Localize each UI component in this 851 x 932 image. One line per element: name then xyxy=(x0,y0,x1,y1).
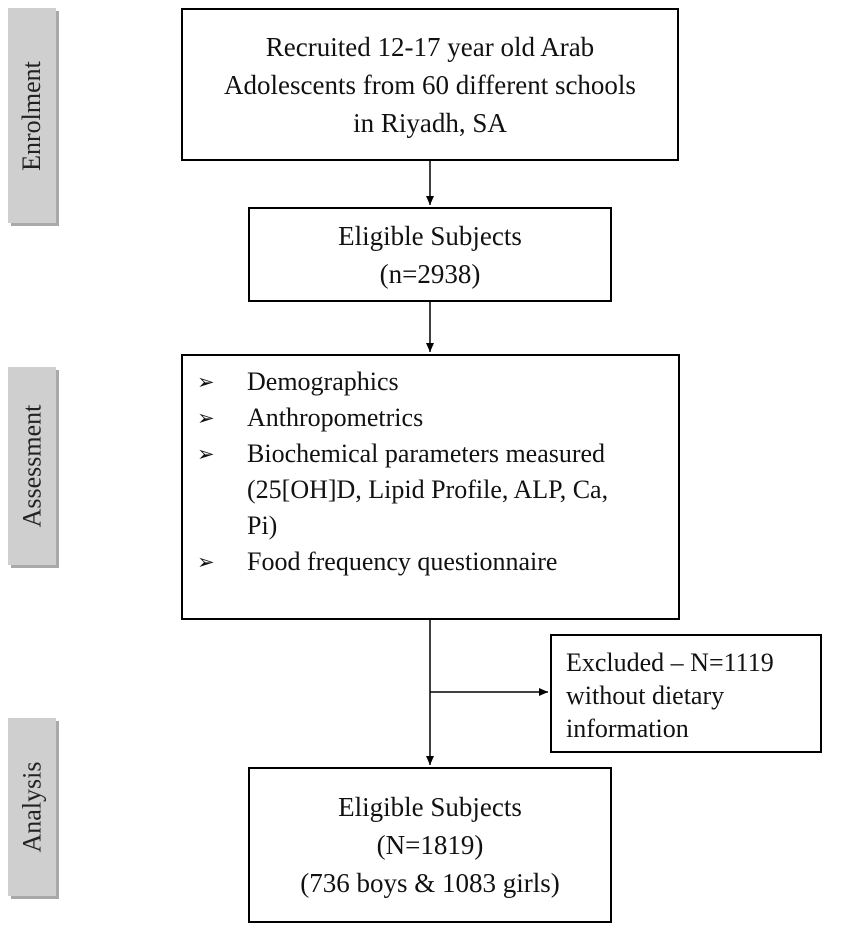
excluded-line-1: Excluded – N=1119 xyxy=(566,648,774,677)
eligible-count: (n=2938) xyxy=(379,258,481,289)
eligible-subjects-box xyxy=(248,207,612,302)
recruited-line-3: in Riyadh, SA xyxy=(353,107,507,138)
excluded-box xyxy=(550,634,822,753)
recruited-line-2: Adolescents from 60 different schools xyxy=(224,69,636,100)
eligible-title: Eligible Subjects xyxy=(338,220,522,251)
assessment-item-biochemical xyxy=(197,436,668,544)
assessment-item-label: Demographics xyxy=(247,367,399,396)
stage-label-analysis: Analysis xyxy=(17,761,46,853)
assessment-item-ffq xyxy=(197,544,668,580)
stage-label-enrolment: Enrolment xyxy=(17,60,47,171)
final-eligible-box xyxy=(248,767,612,923)
stage-label-assessment: Assessment xyxy=(17,404,46,528)
assessment-item-demographics xyxy=(197,364,668,400)
final-eligible-count: (N=1819) xyxy=(376,830,484,860)
arrow-bullet-icon: ➢ xyxy=(197,442,215,466)
assessment-item-label: Anthropometrics xyxy=(247,403,424,432)
arrow-bullet-icon: ➢ xyxy=(197,406,215,430)
recruited-line-1: Recruited 12-17 year old Arab xyxy=(265,31,595,62)
assessment-item-label: Biochemical parameters measured (25[OH]D, Lipid Profile, ALP, Ca, Pi) xyxy=(247,439,609,540)
assessment-item-anthropometrics xyxy=(197,400,668,436)
assessment-box xyxy=(181,354,680,620)
arrow-bullet-icon: ➢ xyxy=(197,550,215,574)
recruited-box xyxy=(181,8,679,161)
excluded-line-2: without dietary xyxy=(566,681,725,710)
excluded-line-3: information xyxy=(566,714,689,743)
final-eligible-breakdown: (736 boys & 1083 girls) xyxy=(300,868,560,898)
assessment-item-label: Food frequency questionnaire xyxy=(247,547,558,576)
final-eligible-title: Eligible Subjects xyxy=(338,792,522,822)
arrow-bullet-icon: ➢ xyxy=(197,370,215,394)
